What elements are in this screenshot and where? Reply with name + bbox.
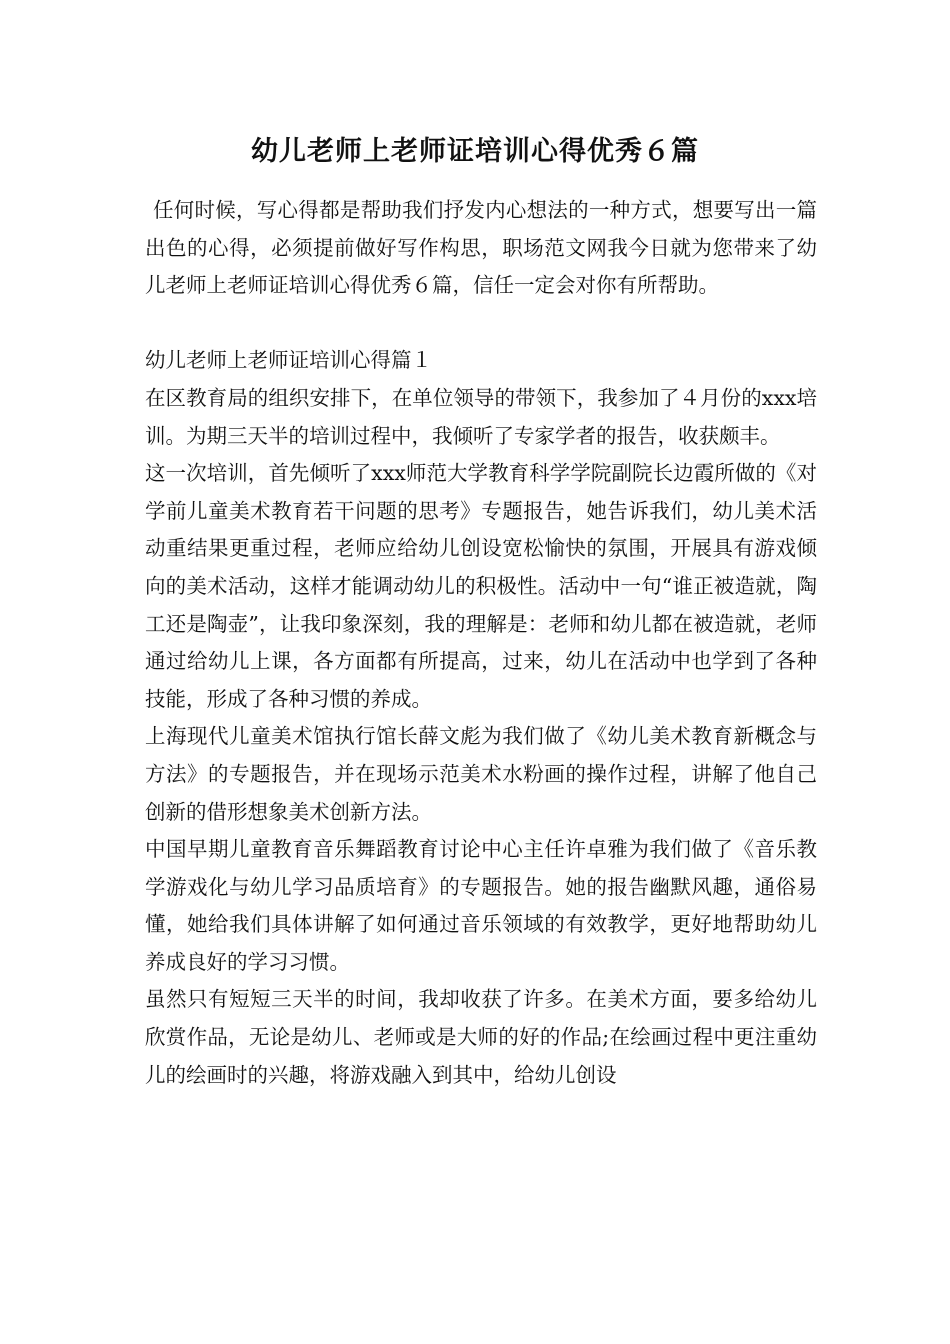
body-paragraph: 在区教育局的组织安排下，在单位领导的带领下，我参加了４月份的xxx培训。为期三天半的培训过程中，我倾听了专家学者的报告，收获颇丰。 bbox=[145, 385, 817, 448]
body-paragraph: 上海现代儿童美术馆执行馆长薛文彪为我们做了《幼儿美术教育新概念与方法》的专题报告，并在现场示范美术水粉画的操作过程，讲解了他自己创新的借形想象美术创新方法。 bbox=[145, 724, 817, 824]
body-paragraph: 虽然只有短短三天半的时间，我却收获了许多。在美术方面，要多给幼儿欣赏作品，无论是幼儿、老师或是大师的好的作品;在绘画过程中更注重幼儿的绘画时的兴趣，将游戏融入到其中，给幼儿创设 bbox=[145, 987, 817, 1087]
body-paragraph: 这一次培训，首先倾听了xxx师范大学教育科学学院副院长边霞所做的《对学前儿童美术教育若干问题的思考》专题报告，她告诉我们，幼儿美术活动重结果更重过程，老师应给幼儿创设宽松愉快的氛围，开展具有游戏倾向的美术活动，这样才能调动幼儿的积极性。活动中一句“谁正被造就，陶工还是陶壶”，让我印象深刻，我的理解是：老师和幼儿都在被造就，老师通过给幼儿上课，各方面都有所提高，过来，幼儿在活动中也学到了各种技能，形成了各种习惯的养成。 bbox=[145, 461, 817, 711]
document-title: 幼儿老师上老师证培训心得优秀６篇 bbox=[251, 136, 699, 167]
body-paragraph: 中国早期儿童教育音乐舞蹈教育讨论中心主任许卓雅为我们做了《音乐教学游戏化与幼儿学习品质培育》的专题报告。她的报告幽默风趣，通俗易懂，她给我们具体讲解了如何通过音乐领域的有效教学，更好地帮助幼儿养成良好的学习习惯。 bbox=[145, 837, 817, 974]
paragraph-spacer bbox=[145, 305, 817, 343]
section-heading: 幼儿老师上老师证培训心得篇１ bbox=[145, 348, 432, 373]
document-body bbox=[145, 192, 817, 1094]
intro-paragraph: 任何时候，写心得都是帮助我们抒发内心想法的一种方式，想要写出一篇出色的心得，必须提前做好写作构思，职场范文网我今日就为您带来了幼儿老师上老师证培训心得优秀６篇，信任一定会对你有所帮助。 bbox=[145, 198, 817, 298]
